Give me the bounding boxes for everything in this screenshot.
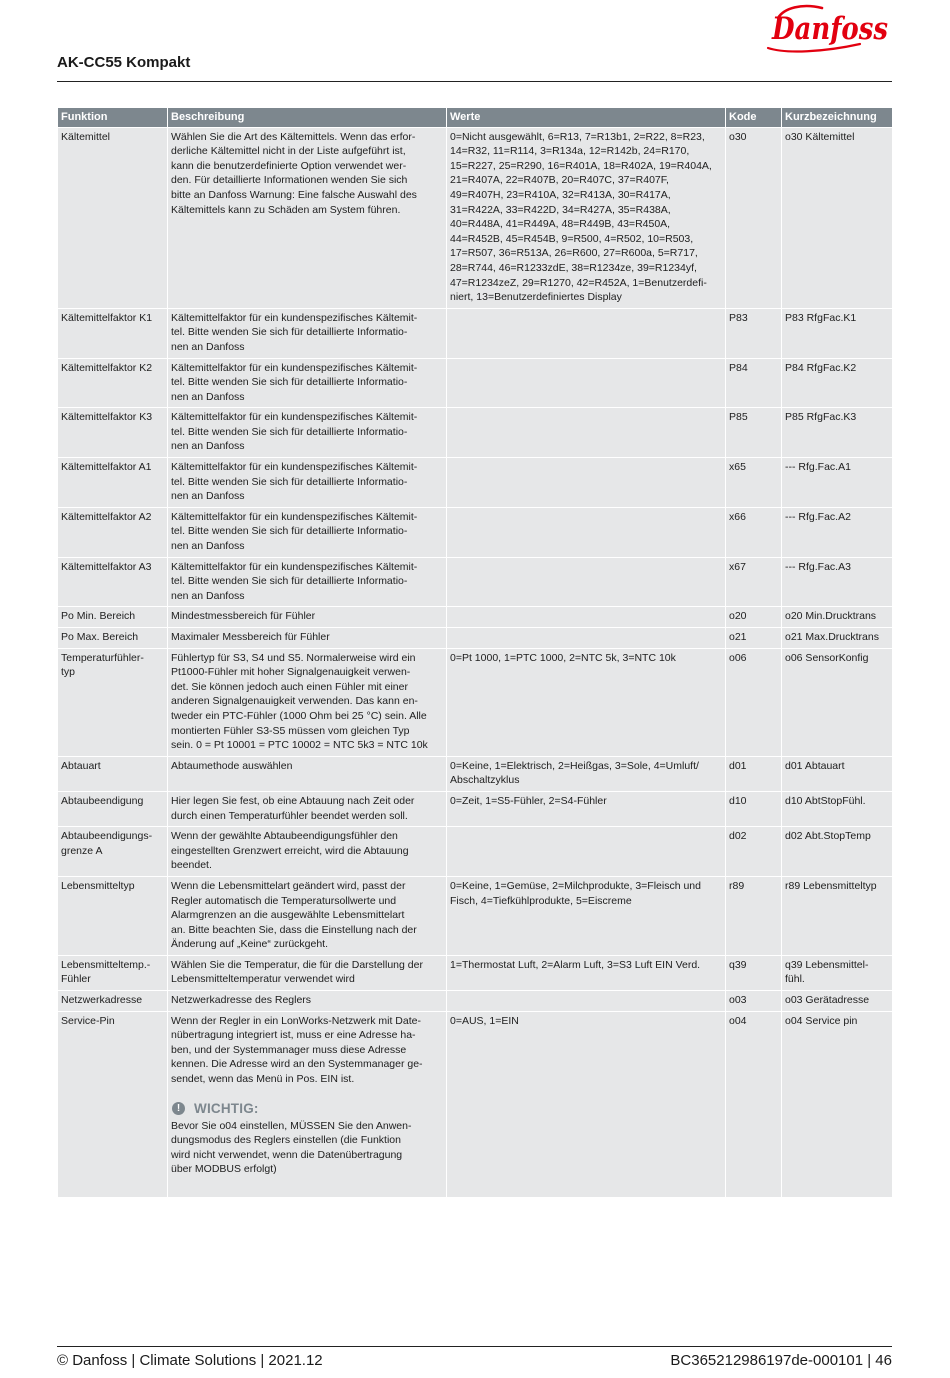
parameter-table <box>57 107 893 1198</box>
cell-kode: o06 <box>726 648 782 756</box>
footer-copyright: © Danfoss | Climate Solutions | 2021.12 <box>57 1352 323 1369</box>
cell-kode: x65 <box>726 458 782 508</box>
table-row <box>58 991 893 1012</box>
logo-wordmark: Danfoss <box>771 11 888 47</box>
cell-funktion: Po Max. Bereich <box>58 628 168 649</box>
cell-werte <box>447 607 726 628</box>
cell-werte: 0=Zeit, 1=S5-Fühler, 2=S4-Fühler <box>447 791 726 826</box>
cell-beschreibung: Fühlertyp für S3, S4 und S5. Normalerweise wird ein Pt1000-Fühler mit hoher Signalgenauigkeit verwen- det. Sie können jedoch auch einen Fühler mit einer anderen Signalgenauigkeit verwenden. Das kann en- tweder ein PTC-Fühler (1000 Ohm bei 25 °C) sein. Alle montierten Fühler S3-S5 müssen vom gleichen Typ sein. 0 = Pt 10001 = PTC 10002 = NTC 5k3 = NTC 10k <box>168 648 447 756</box>
cell-beschreibung: Kältemittelfaktor für ein kundenspezifisches Kältemit- tel. Bitte wenden Sie sich für detaillierte Informatio- nen an Danfoss <box>168 507 447 557</box>
cell-beschreibung: Wenn die Lebensmittelart geändert wird, passt der Regler automatisch die Temperatursollwerte und Alarmgrenzen an die ausgewählte Lebensmittelart an. Bitte beachten Sie, dass die Einstellung nach der Änderung auf „Keine“ zurückgeht. <box>168 876 447 955</box>
cell-kurzbezeichnung: --- Rfg.Fac.A3 <box>782 557 893 607</box>
cell-werte: 0=AUS, 1=EIN <box>447 1011 726 1197</box>
cell-funktion: Service-Pin <box>58 1011 168 1197</box>
cell-funktion: Kältemittelfaktor K2 <box>58 358 168 408</box>
cell-funktion: Temperaturfühler- typ <box>58 648 168 756</box>
cell-beschreibung: Kältemittelfaktor für ein kundenspezifisches Kältemit- tel. Bitte wenden Sie sich für detaillierte Informatio- nen an Danfoss <box>168 358 447 408</box>
cell-beschreibung: Mindestmessbereich für Fühler <box>168 607 447 628</box>
cell-werte <box>447 557 726 607</box>
cell-beschreibung: Kältemittelfaktor für ein kundenspezifisches Kältemit- tel. Bitte wenden Sie sich für detaillierte Informatio- nen an Danfoss <box>168 458 447 508</box>
danfoss-logo <box>764 0 894 56</box>
cell-funktion: Netzwerkadresse <box>58 991 168 1012</box>
table-row <box>58 358 893 408</box>
cell-kurzbezeichnung: d02 Abt.StopTemp <box>782 827 893 877</box>
cell-werte <box>447 827 726 877</box>
table-row <box>58 458 893 508</box>
cell-beschreibung: Kältemittelfaktor für ein kundenspezifisches Kältemit- tel. Bitte wenden Sie sich für detaillierte Informatio- nen an Danfoss <box>168 557 447 607</box>
cell-kode: x67 <box>726 557 782 607</box>
cell-kode: o30 <box>726 127 782 308</box>
cell-kurzbezeichnung: q39 Lebensmittel- fühl. <box>782 955 893 990</box>
cell-funktion: Kältemittel <box>58 127 168 308</box>
cell-beschreibung: Hier legen Sie fest, ob eine Abtauung nach Zeit oder durch einen Temperaturfühler beendet werden soll. <box>168 791 447 826</box>
cell-funktion: Abtaubeendigungs- grenze A <box>58 827 168 877</box>
cell-werte <box>447 991 726 1012</box>
table-row <box>58 648 893 756</box>
cell-kurzbezeichnung: --- Rfg.Fac.A2 <box>782 507 893 557</box>
cell-beschreibung: Maximaler Messbereich für Fühler <box>168 628 447 649</box>
table-row <box>58 628 893 649</box>
footer-document-id: BC365212986197de-000101 | 46 <box>670 1352 892 1369</box>
cell-werte <box>447 507 726 557</box>
description-text: Wenn der Regler in ein LonWorks-Netzwerk mit Date- nübertragung integriert ist, muss er eine Adresse ha- ben, und der Systemmanager muss diese Adresse kennen. Die Adresse wird an den Systemmanager ge- sendet, wenn das Menü in Pos. EIN ist. <box>171 1014 423 1086</box>
cell-kurzbezeichnung: o21 Max.Drucktrans <box>782 628 893 649</box>
cell-kode: o20 <box>726 607 782 628</box>
cell-kurzbezeichnung: P84 RfgFac.K2 <box>782 358 893 408</box>
table-row <box>58 408 893 458</box>
header-rule <box>57 81 892 82</box>
table-row <box>58 756 893 791</box>
cell-werte <box>447 358 726 408</box>
footer-rule <box>57 1346 892 1347</box>
document-title: AK-CC55 Kompakt <box>57 54 191 71</box>
table-header-row <box>58 108 893 128</box>
cell-werte: 1=Thermostat Luft, 2=Alarm Luft, 3=S3 Luft EIN Verd. <box>447 955 726 990</box>
cell-kurzbezeichnung: r89 Lebensmitteltyp <box>782 876 893 955</box>
cell-beschreibung: Kältemittelfaktor für ein kundenspezifisches Kältemit- tel. Bitte wenden Sie sich für detaillierte Informatio- nen an Danfoss <box>168 308 447 358</box>
table-row <box>58 827 893 877</box>
cell-werte: 0=Nicht ausgewählt, 6=R13, 7=R13b1, 2=R22, 8=R23, 14=R32, 11=R114, 3=R134a, 12=R142b, 24=R170, 15=R227, 25=R290, 16=R401A, 18=R402A, 19=R404A, 21=R407A, 22=R407B, 20=R407C, 37=R407F, 49=R407H, 23=R410A, 32=R413A, 30=R417A, 31=R422A, 33=R422D, 34=R427A, 35=R438A, 40=R448A, 41=R449A, 48=R449B, 43=R450A, 44=R452B, 45=R454B, 9=R500, 4=R502, 10=R503, 17=R507, 36=R513A, 26=R600, 27=R600a, 5=R717, 28=R744, 46=R1233zdE, 38=R1234ze, 39=R1234yf, 47=R1234zeZ, 29=R1270, 42=R452A, 1=Benutzerdefi- niert, 13=Benutzerdefiniertes Display <box>447 127 726 308</box>
table-row <box>58 791 893 826</box>
cell-kode: P84 <box>726 358 782 408</box>
cell-werte <box>447 308 726 358</box>
cell-kurzbezeichnung: o20 Min.Drucktrans <box>782 607 893 628</box>
cell-beschreibung <box>168 1011 447 1197</box>
cell-beschreibung: Wenn der gewählte Abtaubeendigungsfühler den eingestellten Grenzwert erreicht, wird die Abtauung beendet. <box>168 827 447 877</box>
notice-heading <box>171 1101 443 1117</box>
cell-werte: 0=Pt 1000, 1=PTC 1000, 2=NTC 5k, 3=NTC 10k <box>447 648 726 756</box>
cell-kode: o03 <box>726 991 782 1012</box>
column-header-kode: Kode <box>726 108 782 128</box>
column-header-werte: Werte <box>447 108 726 128</box>
cell-beschreibung: Wählen Sie die Art des Kältemittels. Wenn das erfor- derliche Kältemittel nicht in der Liste aufgeführt ist, kann die benutzerdefinierte Option verwendet wer- den. Für detaillierte Informationen wenden Sie sich bitte an Danfoss Warnung: Eine falsche Auswahl des Kältemittels kann zu Schäden am System führen. <box>168 127 447 308</box>
cell-kurzbezeichnung: o06 SensorKonfig <box>782 648 893 756</box>
table-row <box>58 1011 893 1197</box>
table-row <box>58 607 893 628</box>
table-row <box>58 876 893 955</box>
cell-kode: P85 <box>726 408 782 458</box>
cell-funktion: Lebensmitteltemp.- Fühler <box>58 955 168 990</box>
cell-kurzbezeichnung: --- Rfg.Fac.A1 <box>782 458 893 508</box>
cell-kode: o04 <box>726 1011 782 1197</box>
cell-funktion: Kältemittelfaktor K3 <box>58 408 168 458</box>
cell-werte <box>447 458 726 508</box>
cell-funktion: Kältemittelfaktor A1 <box>58 458 168 508</box>
cell-funktion: Abtauart <box>58 756 168 791</box>
cell-werte: 0=Keine, 1=Gemüse, 2=Milchprodukte, 3=Fleisch und Fisch, 4=Tiefkühlprodukte, 5=Eiscreme <box>447 876 726 955</box>
cell-funktion: Kältemittelfaktor K1 <box>58 308 168 358</box>
cell-beschreibung: Kältemittelfaktor für ein kundenspezifisches Kältemit- tel. Bitte wenden Sie sich für detaillierte Informatio- nen an Danfoss <box>168 408 447 458</box>
cell-funktion: Kältemittelfaktor A2 <box>58 507 168 557</box>
cell-kurzbezeichnung: P83 RfgFac.K1 <box>782 308 893 358</box>
cell-kode: r89 <box>726 876 782 955</box>
table-row <box>58 557 893 607</box>
cell-beschreibung: Netzwerkadresse des Reglers <box>168 991 447 1012</box>
cell-werte <box>447 408 726 458</box>
cell-funktion: Lebensmitteltyp <box>58 876 168 955</box>
cell-beschreibung: Abtaumethode auswählen <box>168 756 447 791</box>
column-header-kurzbezeichnung: Kurzbezeichnung <box>782 108 893 128</box>
cell-kurzbezeichnung: o30 Kältemittel <box>782 127 893 308</box>
cell-kode: P83 <box>726 308 782 358</box>
cell-kode: x66 <box>726 507 782 557</box>
table-row <box>58 127 893 308</box>
cell-werte <box>447 628 726 649</box>
notice-text: Bevor Sie o04 einstellen, MÜSSEN Sie den Anwen- dungsmodus des Reglers einstellen (die Funktion wird nicht verwendet, wenn die Datenübertragung über MODBUS erfolgt) <box>171 1119 412 1176</box>
cell-kurzbezeichnung: o04 Service pin <box>782 1011 893 1197</box>
cell-kode: d10 <box>726 791 782 826</box>
cell-beschreibung: Wählen Sie die Temperatur, die für die Darstellung der Lebensmitteltemperatur verwendet wird <box>168 955 447 990</box>
table-row <box>58 955 893 990</box>
column-header-beschreibung: Beschreibung <box>168 108 447 128</box>
cell-funktion: Po Min. Bereich <box>58 607 168 628</box>
table-row <box>58 308 893 358</box>
cell-funktion: Abtaubeendigung <box>58 791 168 826</box>
cell-kode: q39 <box>726 955 782 990</box>
cell-kurzbezeichnung: P85 RfgFac.K3 <box>782 408 893 458</box>
cell-kurzbezeichnung: d10 AbtStopFühl. <box>782 791 893 826</box>
exclamation-icon <box>172 1102 185 1115</box>
cell-werte: 0=Keine, 1=Elektrisch, 2=Heißgas, 3=Sole, 4=Umluft/ Abschaltzyklus <box>447 756 726 791</box>
table-row <box>58 507 893 557</box>
cell-kode: d01 <box>726 756 782 791</box>
notice-title: WICHTIG: <box>194 1100 259 1116</box>
cell-kurzbezeichnung: o03 Gerätadresse <box>782 991 893 1012</box>
cell-kode: o21 <box>726 628 782 649</box>
cell-kode: d02 <box>726 827 782 877</box>
cell-kurzbezeichnung: d01 Abtauart <box>782 756 893 791</box>
cell-funktion: Kältemittelfaktor A3 <box>58 557 168 607</box>
column-header-funktion: Funktion <box>58 108 168 128</box>
